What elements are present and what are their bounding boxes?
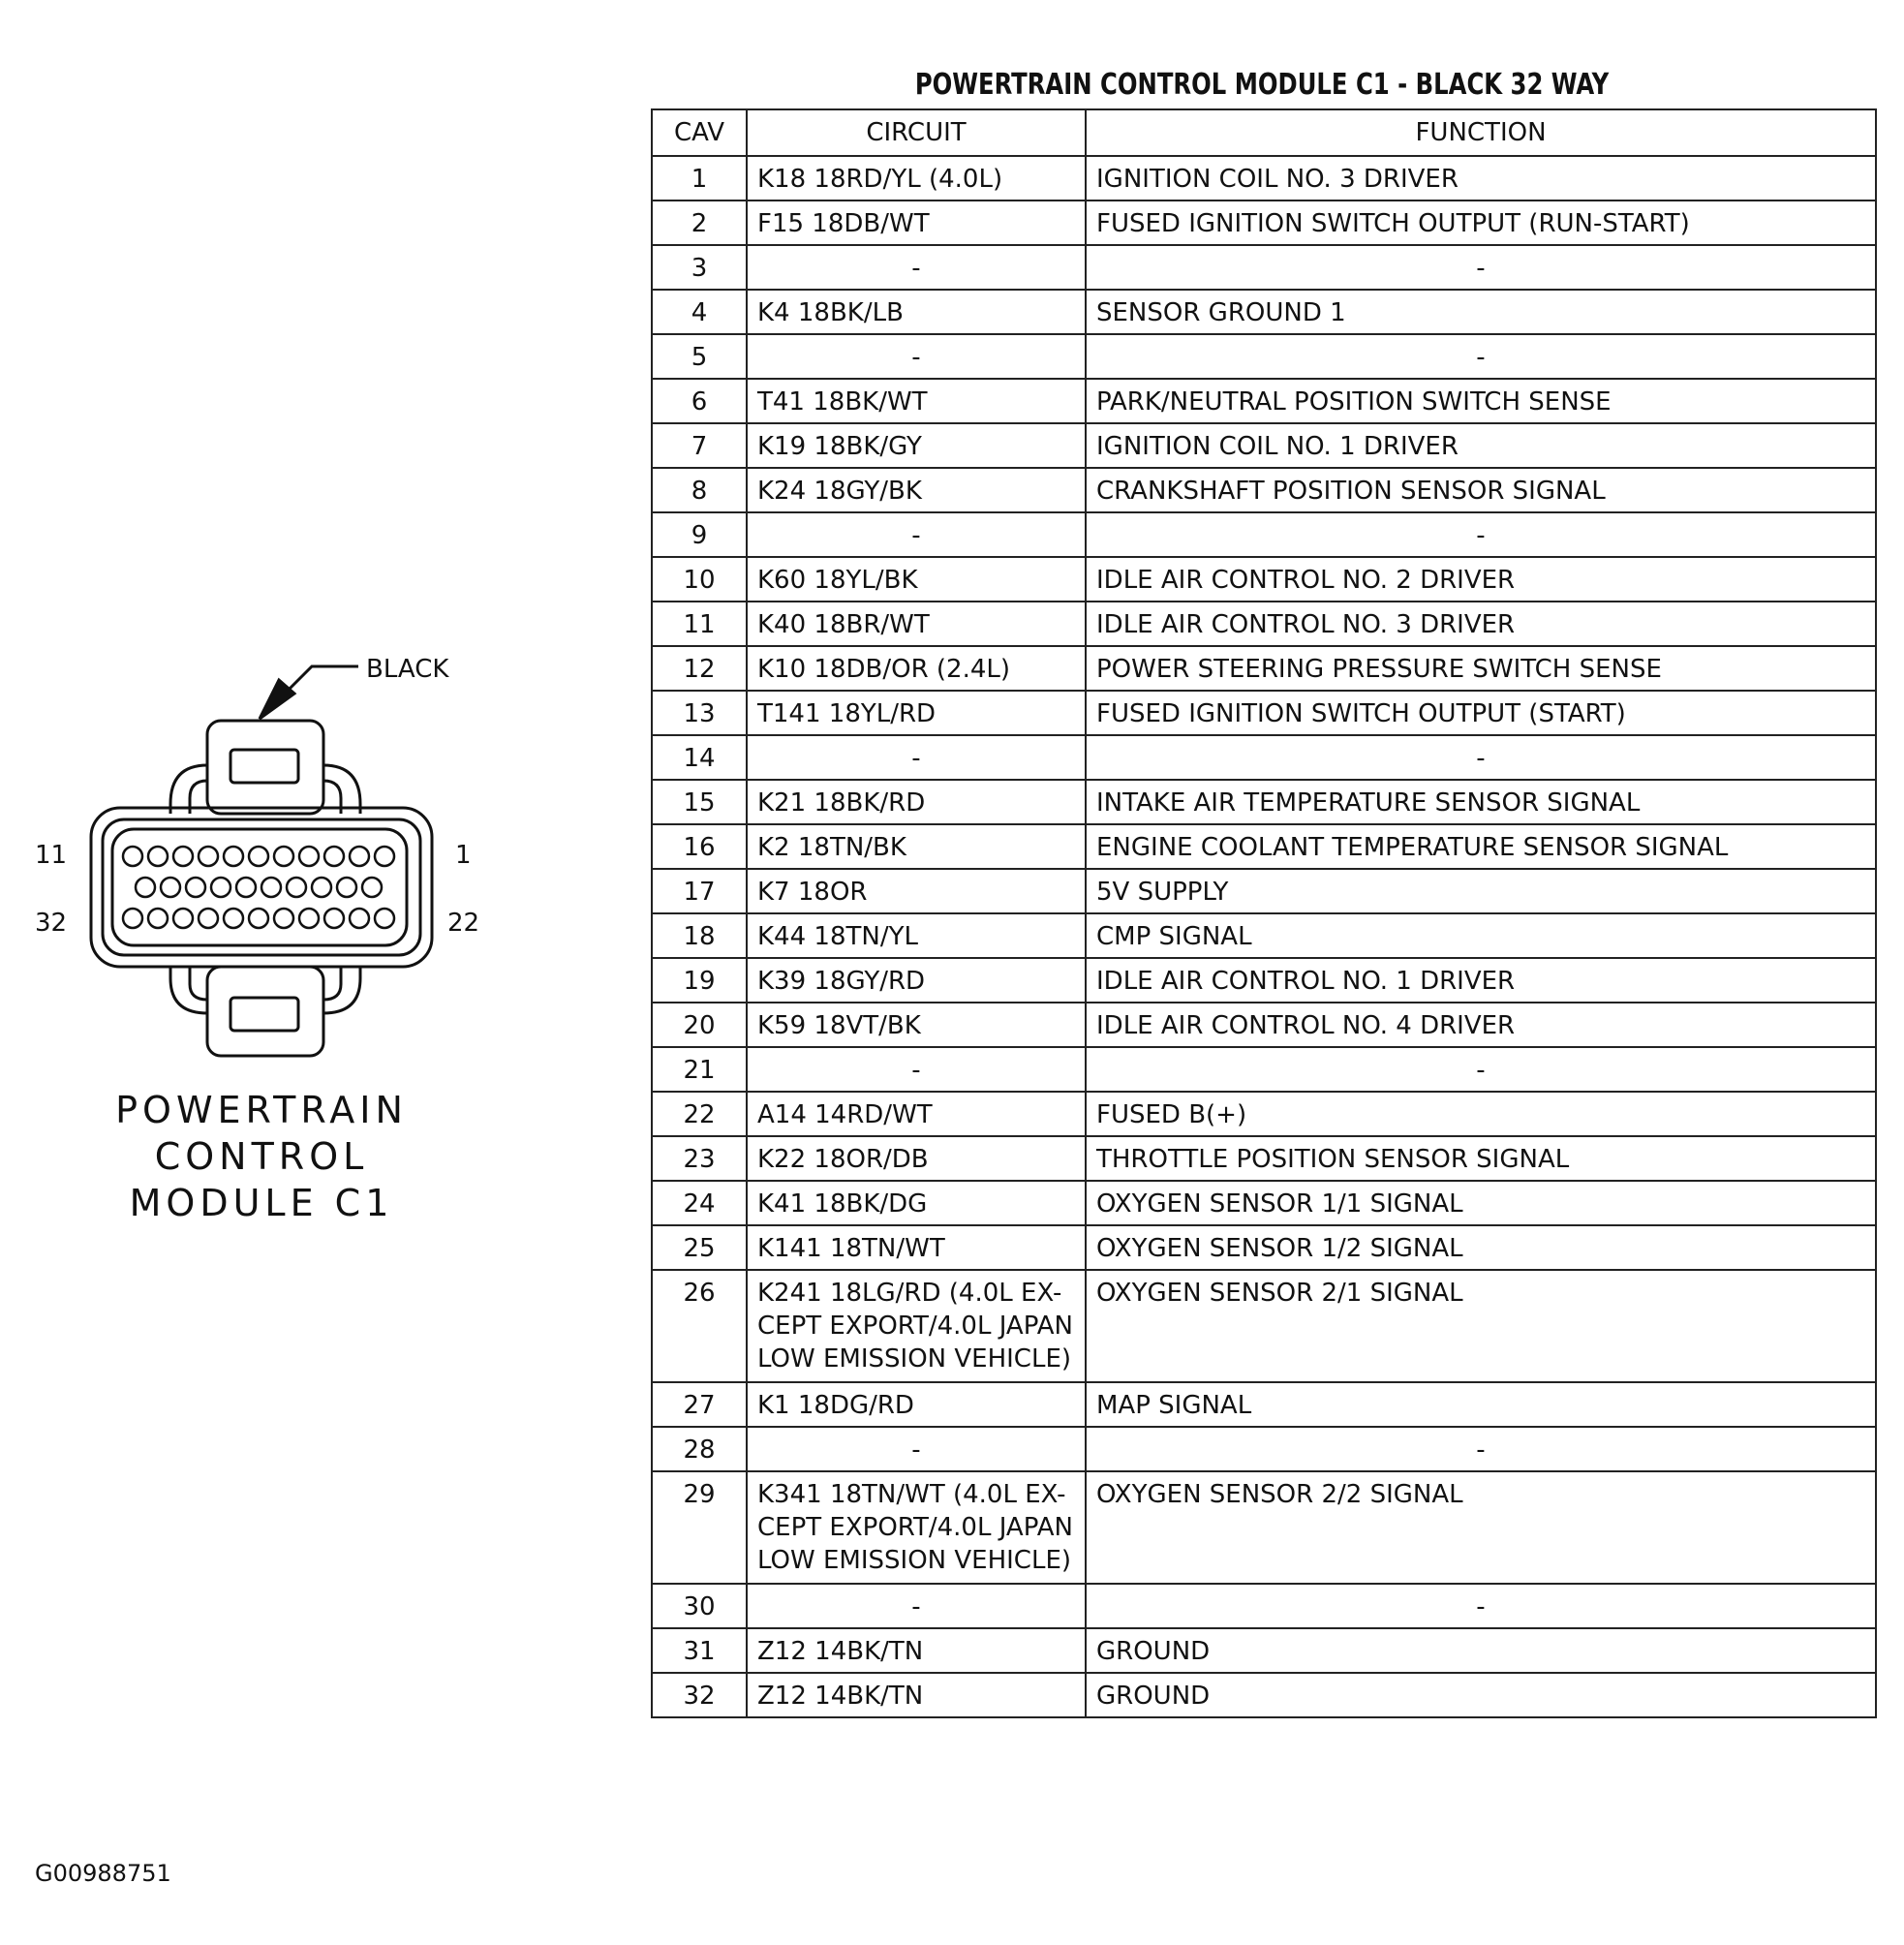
pin-cavity	[274, 909, 293, 928]
cell-cav: 21	[652, 1047, 747, 1092]
cell-function: FUSED B(+)	[1086, 1092, 1876, 1136]
cell-function: PARK/NEUTRAL POSITION SWITCH SENSE	[1086, 379, 1876, 423]
cell-cav: 16	[652, 824, 747, 869]
pin-cavity	[236, 878, 256, 897]
cell-function: CRANKSHAFT POSITION SENSOR SIGNAL	[1086, 468, 1876, 512]
table-row	[652, 557, 1876, 602]
cell-function: FUSED IGNITION SWITCH OUTPUT (RUN-START)	[1086, 201, 1876, 245]
pin-label-1: 1	[455, 841, 472, 870]
table-row	[652, 1382, 1876, 1427]
pin-cavity	[375, 909, 394, 928]
connector-diagram	[0, 0, 639, 1259]
cell-cav: 10	[652, 557, 747, 602]
cell-function: OXYGEN SENSOR 1/1 SIGNAL	[1086, 1181, 1876, 1225]
cell-circuit: K241 18LG/RD (4.0L EX- CEPT EXPORT/4.0L JAPAN LOW EMISSION VEHICLE)	[747, 1270, 1086, 1382]
cell-cav: 12	[652, 646, 747, 691]
table-row	[652, 1047, 1876, 1092]
header-cav: CAV	[652, 109, 747, 156]
table-row	[652, 512, 1876, 557]
cell-function: THROTTLE POSITION SENSOR SIGNAL	[1086, 1136, 1876, 1181]
table-row	[652, 1584, 1876, 1628]
pin-cavity	[148, 847, 168, 866]
pin-cavity	[199, 909, 218, 928]
pin-cavity	[186, 878, 205, 897]
table-row	[652, 602, 1876, 646]
table-row	[652, 1136, 1876, 1181]
table-row	[652, 958, 1876, 1003]
pin-cavity	[136, 878, 155, 897]
cell-circuit: -	[747, 1047, 1086, 1092]
connector-caption	[58, 1087, 465, 1226]
cell-circuit: -	[747, 735, 1086, 780]
cell-function: 5V SUPPLY	[1086, 869, 1876, 913]
cell-cav: 27	[652, 1382, 747, 1427]
cell-cav: 23	[652, 1136, 747, 1181]
cell-cav: 18	[652, 913, 747, 958]
cell-cav: 14	[652, 735, 747, 780]
pin-label-11: 11	[35, 841, 68, 870]
cell-cav: 3	[652, 245, 747, 290]
pin-cavity	[161, 878, 180, 897]
connector-color-label: BLACK	[366, 655, 449, 684]
cell-circuit: K41 18BK/DG	[747, 1181, 1086, 1225]
pin-cavity	[173, 909, 193, 928]
figure-id: G00988751	[35, 1860, 171, 1887]
cell-function: IGNITION COIL NO. 3 DRIVER	[1086, 156, 1876, 201]
cell-circuit: -	[747, 334, 1086, 379]
cell-cav: 7	[652, 423, 747, 468]
table-row	[652, 691, 1876, 735]
cell-circuit: K18 18RD/YL (4.0L)	[747, 156, 1086, 201]
table-row	[652, 869, 1876, 913]
cell-function: POWER STEERING PRESSURE SWITCH SENSE	[1086, 646, 1876, 691]
cell-circuit: F15 18DB/WT	[747, 201, 1086, 245]
cell-circuit: K24 18GY/BK	[747, 468, 1086, 512]
cell-circuit: A14 14RD/WT	[747, 1092, 1086, 1136]
pin-cavity	[362, 878, 382, 897]
header-circuit: CIRCUIT	[747, 109, 1086, 156]
cell-cav: 25	[652, 1225, 747, 1270]
cell-cav: 22	[652, 1092, 747, 1136]
cell-cav: 15	[652, 780, 747, 824]
table-row	[652, 379, 1876, 423]
cell-cav: 4	[652, 290, 747, 334]
table-header-row	[652, 109, 1876, 156]
pin-label-22: 22	[447, 909, 480, 938]
cell-function: OXYGEN SENSOR 2/2 SIGNAL	[1086, 1471, 1876, 1584]
cell-circuit: -	[747, 245, 1086, 290]
cell-circuit: K44 18TN/YL	[747, 913, 1086, 958]
cell-function: -	[1086, 245, 1876, 290]
pin-cavity	[375, 847, 394, 866]
cell-cav: 28	[652, 1427, 747, 1471]
cell-circuit: K40 18BR/WT	[747, 602, 1086, 646]
cell-function: -	[1086, 1584, 1876, 1628]
pin-cavity	[337, 878, 356, 897]
cell-function: -	[1086, 512, 1876, 557]
pin-cavity	[173, 847, 193, 866]
table-row	[652, 245, 1876, 290]
cell-circuit: K1 18DG/RD	[747, 1382, 1086, 1427]
cell-function: OXYGEN SENSOR 1/2 SIGNAL	[1086, 1225, 1876, 1270]
table-title: POWERTRAIN CONTROL MODULE C1 - BLACK 32 WAY	[914, 68, 1610, 102]
cell-function: FUSED IGNITION SWITCH OUTPUT (START)	[1086, 691, 1876, 735]
cell-function: IGNITION COIL NO. 1 DRIVER	[1086, 423, 1876, 468]
pin-cavity	[350, 909, 369, 928]
table-row	[652, 1225, 1876, 1270]
top-latch	[207, 721, 323, 814]
pin-cavity	[350, 847, 369, 866]
table-row	[652, 913, 1876, 958]
cell-cav: 32	[652, 1673, 747, 1717]
cell-circuit: Z12 14BK/TN	[747, 1673, 1086, 1717]
cell-circuit: K2 18TN/BK	[747, 824, 1086, 869]
cell-cav: 20	[652, 1003, 747, 1047]
cell-function: -	[1086, 334, 1876, 379]
pin-cavity	[324, 909, 344, 928]
cell-function: -	[1086, 1047, 1876, 1092]
cell-function: IDLE AIR CONTROL NO. 3 DRIVER	[1086, 602, 1876, 646]
table-row	[652, 1673, 1876, 1717]
pin-cavity	[123, 847, 142, 866]
cell-cav: 31	[652, 1628, 747, 1673]
pin-cavity	[211, 878, 230, 897]
caption-line-3: MODULE C1	[129, 1182, 394, 1224]
cell-cav: 26	[652, 1270, 747, 1382]
top-latch-inner	[230, 750, 298, 783]
cell-cav: 11	[652, 602, 747, 646]
cell-function: -	[1086, 735, 1876, 780]
cell-cav: 30	[652, 1584, 747, 1628]
pin-cavity	[224, 847, 243, 866]
cell-circuit: K22 18OR/DB	[747, 1136, 1086, 1181]
table-row	[652, 1471, 1876, 1584]
cell-cav: 17	[652, 869, 747, 913]
caption-line-2: CONTROL	[154, 1135, 369, 1178]
table-row	[652, 824, 1876, 869]
cell-function: GROUND	[1086, 1673, 1876, 1717]
table-row	[652, 1628, 1876, 1673]
cell-circuit: Z12 14BK/TN	[747, 1628, 1086, 1673]
table-row	[652, 1270, 1876, 1382]
table-row	[652, 735, 1876, 780]
table-row	[652, 468, 1876, 512]
cell-circuit: K141 18TN/WT	[747, 1225, 1086, 1270]
black-leader-line	[283, 666, 358, 695]
cell-circuit: T141 18YL/RD	[747, 691, 1086, 735]
bottom-latch-inner	[230, 998, 298, 1031]
table-row	[652, 646, 1876, 691]
cell-circuit: K39 18GY/RD	[747, 958, 1086, 1003]
table-row	[652, 1003, 1876, 1047]
cell-circuit: K4 18BK/LB	[747, 290, 1086, 334]
bottom-latch	[207, 967, 323, 1056]
pin-cavity	[224, 909, 243, 928]
cell-circuit: K21 18BK/RD	[747, 780, 1086, 824]
cell-cav: 6	[652, 379, 747, 423]
cell-circuit: -	[747, 1584, 1086, 1628]
cell-function: IDLE AIR CONTROL NO. 4 DRIVER	[1086, 1003, 1876, 1047]
pin-cavity	[299, 847, 319, 866]
pin-cavity	[261, 878, 281, 897]
black-leader-arrowhead	[260, 680, 294, 719]
pin-cavity	[324, 847, 344, 866]
pin-cavity	[312, 878, 331, 897]
pin-cavity	[123, 909, 142, 928]
table-row	[652, 1092, 1876, 1136]
cell-function: -	[1086, 1427, 1876, 1471]
cell-function: SENSOR GROUND 1	[1086, 290, 1876, 334]
pin-cavity	[199, 847, 218, 866]
cell-function: INTAKE AIR TEMPERATURE SENSOR SIGNAL	[1086, 780, 1876, 824]
cell-function: OXYGEN SENSOR 2/1 SIGNAL	[1086, 1270, 1876, 1382]
cell-cav: 13	[652, 691, 747, 735]
cell-circuit: K60 18YL/BK	[747, 557, 1086, 602]
table-row	[652, 1427, 1876, 1471]
table-row	[652, 1181, 1876, 1225]
pin-table	[651, 108, 1877, 1718]
pin-cavity	[274, 847, 293, 866]
cell-circuit: K59 18VT/BK	[747, 1003, 1086, 1047]
pin-cavity	[287, 878, 306, 897]
cell-cav: 24	[652, 1181, 747, 1225]
pin-label-32: 32	[35, 909, 68, 938]
pin-cavity	[148, 909, 168, 928]
caption-line-1: POWERTRAIN	[115, 1089, 408, 1131]
cell-cav: 9	[652, 512, 747, 557]
cell-cav: 19	[652, 958, 747, 1003]
table-row	[652, 156, 1876, 201]
table-row	[652, 780, 1876, 824]
pin-cavity	[249, 847, 268, 866]
table-row	[652, 290, 1876, 334]
cell-function: ENGINE COOLANT TEMPERATURE SENSOR SIGNAL	[1086, 824, 1876, 869]
cell-cav: 1	[652, 156, 747, 201]
header-function: FUNCTION	[1086, 109, 1876, 156]
cell-function: MAP SIGNAL	[1086, 1382, 1876, 1427]
pin-cavity	[299, 909, 319, 928]
cell-function: IDLE AIR CONTROL NO. 2 DRIVER	[1086, 557, 1876, 602]
cell-cav: 29	[652, 1471, 747, 1584]
cell-circuit: T41 18BK/WT	[747, 379, 1086, 423]
cell-function: CMP SIGNAL	[1086, 913, 1876, 958]
cell-circuit: K341 18TN/WT (4.0L EX- CEPT EXPORT/4.0L JAPAN LOW EMISSION VEHICLE)	[747, 1471, 1086, 1584]
cell-circuit: -	[747, 1427, 1086, 1471]
cell-cav: 8	[652, 468, 747, 512]
table-row	[652, 423, 1876, 468]
cell-circuit: K10 18DB/OR (2.4L)	[747, 646, 1086, 691]
table-row	[652, 334, 1876, 379]
table-row	[652, 201, 1876, 245]
cell-circuit: K19 18BK/GY	[747, 423, 1086, 468]
cell-function: IDLE AIR CONTROL NO. 1 DRIVER	[1086, 958, 1876, 1003]
cell-circuit: K7 18OR	[747, 869, 1086, 913]
cell-cav: 5	[652, 334, 747, 379]
cell-function: GROUND	[1086, 1628, 1876, 1673]
cell-cav: 2	[652, 201, 747, 245]
cell-circuit: -	[747, 512, 1086, 557]
pin-cavity	[249, 909, 268, 928]
